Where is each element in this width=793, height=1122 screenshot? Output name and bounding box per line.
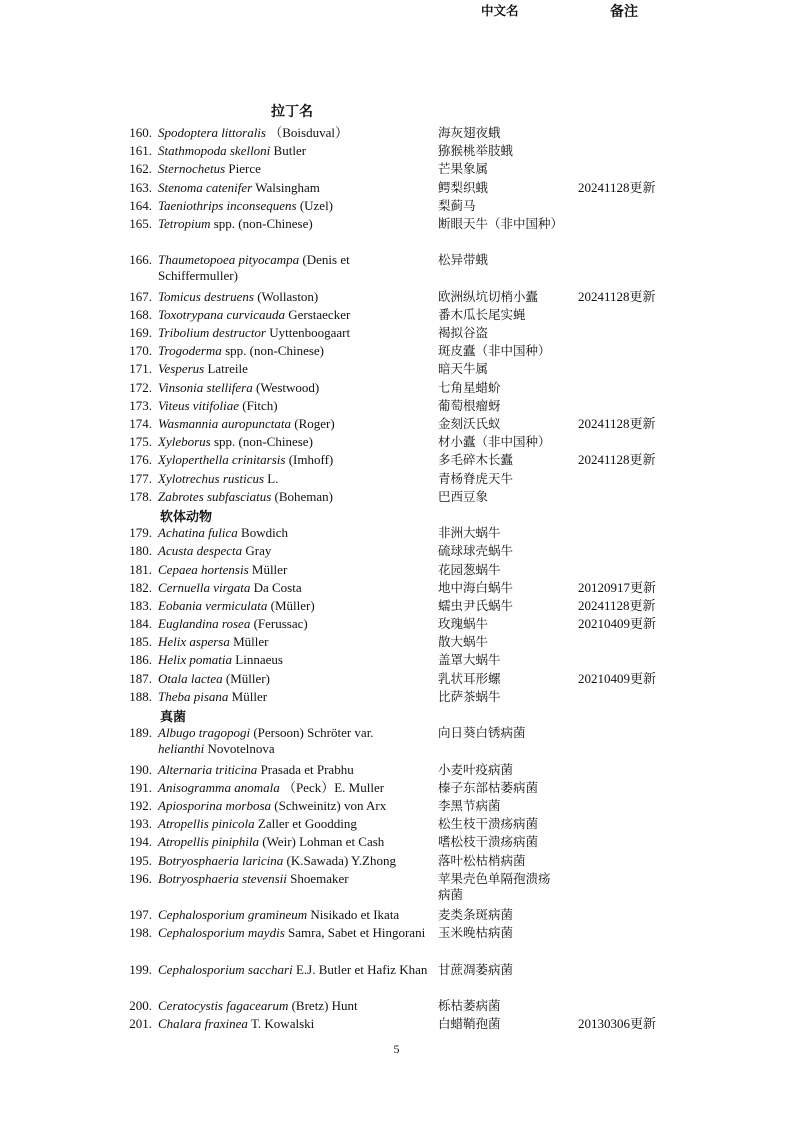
author: Gray: [245, 543, 272, 559]
latin-name: [158, 198, 428, 214]
chinese-name: 非洲大蜗牛: [438, 525, 501, 541]
table-row: [0, 761, 793, 779]
scientific-name: Acusta despecta: [158, 543, 243, 559]
row-number: 173.: [129, 397, 152, 413]
latin-name: [158, 471, 428, 487]
scientific-name: Stathmopoda skelloni: [158, 143, 271, 159]
scientific-name: Atropellis piniphila: [158, 834, 259, 850]
row-number: 195.: [129, 852, 152, 868]
scientific-name: Cephalosporium maydis: [158, 925, 285, 941]
latin-name: [158, 580, 428, 596]
chinese-name: 玉米晚枯病菌: [438, 925, 514, 941]
chinese-name: 小麦叶疫病菌: [438, 761, 514, 777]
species-list: [0, 124, 793, 1033]
table-row: [0, 251, 793, 287]
table-row: [0, 215, 793, 251]
table-row: [0, 360, 793, 378]
table-row: [0, 688, 793, 706]
row-number: 184.: [129, 616, 152, 632]
scientific-name: Wasmannia auropunctata: [158, 416, 292, 432]
page-number: 5: [393, 1042, 400, 1056]
table-row: [0, 833, 793, 851]
latin-name: [158, 525, 428, 541]
row-number: 192.: [129, 797, 152, 813]
chinese-name: 断眼天牛（非中国种）: [438, 215, 564, 231]
author: (Persoon) Schröter var.: [253, 725, 374, 741]
author: (Ferussac): [253, 616, 308, 632]
row-number: 198.: [129, 925, 152, 941]
author: E.J. Butler et Hafiz Khan: [295, 961, 428, 977]
row-number: 171.: [129, 361, 152, 377]
author: Müller: [251, 561, 288, 577]
scientific-name: Helix pomatia: [158, 652, 233, 668]
latin-name: [158, 161, 428, 177]
row-number: 185.: [129, 634, 152, 650]
row-number: 182.: [129, 579, 152, 595]
table-row: [0, 997, 793, 1015]
scientific-name: Otala lactea: [158, 670, 223, 686]
table-row: [0, 615, 793, 633]
chinese-name: 欧洲纵坑切梢小蠹: [438, 288, 539, 304]
section-heading: [0, 706, 793, 724]
author: spp. (non-Chinese): [213, 434, 313, 450]
author: Novotelnova: [207, 741, 275, 757]
row-number: 196.: [129, 870, 152, 886]
scientific-name: Cephalosporium gramineum: [158, 907, 308, 923]
row-number: 183.: [129, 597, 152, 613]
scientific-name: Spodoptera littoralis: [158, 125, 266, 140]
update-note: 20210409更新: [578, 670, 657, 686]
latin-name: [158, 125, 428, 141]
table-row: [0, 470, 793, 488]
chinese-name: 猕猴桃举肢蛾: [438, 143, 514, 159]
author: （Boisduval）: [269, 125, 348, 140]
author: Shoemaker: [290, 870, 349, 886]
row-number: 177.: [129, 470, 152, 486]
latin-name: [158, 216, 428, 232]
chinese-name: 苹果壳色单隔孢溃疡病菌: [438, 870, 551, 902]
chinese-name: 葡萄根瘤蚜: [438, 397, 501, 413]
latin-name: [158, 416, 428, 432]
row-number: 179.: [129, 525, 152, 541]
chinese-name: 花园葱蜗牛: [438, 561, 501, 577]
chinese-name: 硫球球壳蜗牛: [438, 543, 514, 559]
row-number: 178.: [129, 488, 152, 504]
row-number: 169.: [129, 325, 152, 341]
row-number: 181.: [129, 561, 152, 577]
scientific-name: Xyloperthella crinitarsis: [158, 452, 286, 468]
scientific-name: Euglandina rosea: [158, 616, 251, 632]
update-note: 20241128更新: [578, 597, 656, 613]
chinese-name: 七角星蜡蚧: [438, 379, 501, 395]
chinese-name: 金刻沃氏蚁: [438, 416, 501, 432]
chinese-name: 鳄梨织蛾: [438, 179, 489, 195]
row-number: 175.: [129, 434, 152, 450]
update-note: 20130306更新: [578, 1016, 657, 1032]
latin-name: [158, 289, 428, 305]
chinese-name: 松异带蛾: [438, 252, 489, 268]
update-note: 20120917更新: [578, 579, 657, 595]
author: (Boheman): [274, 488, 334, 504]
latin-name: [158, 634, 428, 650]
author: (Uzel): [299, 197, 334, 213]
scientific-name: Albugo tragopogi: [158, 725, 251, 741]
table-row: [0, 561, 793, 579]
author: L.: [267, 470, 279, 486]
scientific-name: Cephalosporium sacchari: [158, 961, 293, 977]
scientific-name: Toxotrypana curvicauda: [158, 306, 285, 322]
latin-name: [158, 907, 428, 923]
author: Samra, Sabet et Hingorani: [288, 925, 426, 941]
scientific-name: Anisogramma anomala: [158, 779, 280, 795]
table-row: [0, 906, 793, 924]
scientific-name: Helix aspersa: [158, 634, 230, 650]
latin-name: [158, 780, 428, 796]
author: (K.Sawada) Y.Zhong: [286, 852, 396, 868]
scientific-name: Sternochetus: [158, 161, 226, 177]
author: (Müller): [270, 597, 315, 613]
table-row: [0, 597, 793, 615]
table-row: [0, 415, 793, 433]
latin-name: [158, 398, 428, 414]
author: Uyttenboogaart: [269, 325, 351, 341]
author: (Weir) Lohman et Cash: [262, 834, 385, 850]
row-number: 201.: [129, 1016, 152, 1032]
author: Butler: [273, 143, 307, 159]
scientific-name: Ceratocystis fagacearum: [158, 998, 289, 1014]
table-row: [0, 724, 793, 760]
table-row: [0, 542, 793, 560]
scientific-name: Taeniothrips inconsequens: [158, 197, 297, 213]
table-row: [0, 670, 793, 688]
table-row: [0, 524, 793, 542]
chinese-name: 蠕虫尹氏蜗牛: [438, 597, 514, 613]
scientific-name: Theba pisana: [158, 688, 229, 704]
chinese-name: 芒果象属: [438, 161, 489, 177]
chinese-name: 松生枝干溃疡病菌: [438, 816, 539, 832]
scientific-name: Viteus vitifoliae: [158, 397, 239, 413]
scientific-name: Vinsonia stellifera: [158, 379, 253, 395]
author: Walsingham: [255, 179, 320, 195]
chinese-name: 榛子东部枯萎病菌: [438, 779, 539, 795]
latin-name: [158, 762, 428, 778]
chinese-name: 番木瓜长尾实蝇: [438, 306, 526, 322]
table-row: [0, 651, 793, 669]
row-number: 176.: [129, 452, 152, 468]
table-row: [0, 870, 793, 906]
chinese-name: 多毛碎木长蠹: [438, 452, 514, 468]
scientific-name: Alternaria triticina: [158, 761, 258, 777]
table-row: [0, 288, 793, 306]
row-number: 188.: [129, 688, 152, 704]
row-number: 189.: [129, 725, 152, 741]
latin-name: [158, 853, 428, 869]
author: T. Kowalski: [250, 1016, 315, 1032]
table-row: [0, 852, 793, 870]
row-number: 180.: [129, 543, 152, 559]
chinese-name: 巴西豆象: [438, 488, 489, 504]
author: (Bretz) Hunt: [291, 998, 358, 1014]
table-row: [0, 961, 793, 997]
latin-name: [158, 998, 428, 1014]
latin-name: [158, 543, 428, 559]
table-row: [0, 924, 793, 960]
latin-name: [158, 652, 428, 668]
section-title: 软体动物: [160, 509, 213, 525]
row-number: 172.: [129, 379, 152, 395]
latin-name: [158, 143, 428, 159]
update-note: 20241128更新: [578, 179, 656, 195]
row-number: 163.: [129, 179, 152, 195]
row-number: 187.: [129, 670, 152, 686]
author: Prasada et Prabhu: [260, 761, 354, 777]
update-note: 20210409更新: [578, 616, 657, 632]
table-row: [0, 379, 793, 397]
row-number: 167.: [129, 288, 152, 304]
author: Pierce: [228, 161, 261, 177]
row-number: 162.: [129, 161, 152, 177]
table-row: [0, 633, 793, 651]
row-number: 190.: [129, 761, 152, 777]
scientific-name: Atropellis pinicola: [158, 816, 255, 832]
latin-name: [158, 343, 428, 359]
table-row: [0, 433, 793, 451]
latin-name: [158, 962, 428, 978]
author: (Westwood): [255, 379, 320, 395]
table-row: [0, 797, 793, 815]
latin-name: [158, 671, 428, 687]
author: Nisikado et Ikata: [310, 907, 400, 923]
row-number: 170.: [129, 343, 152, 359]
row-number: 160.: [129, 125, 152, 140]
table-row: [0, 160, 793, 178]
author: Zaller et Goodding: [257, 816, 357, 832]
latin-name: [158, 325, 428, 341]
scientific-name: Cernuella virgata: [158, 579, 251, 595]
author: （Peck）E. Muller: [282, 779, 385, 795]
author: Bowdich: [241, 525, 288, 541]
section-heading: [0, 506, 793, 524]
latin-name: [158, 689, 428, 705]
row-number: 200.: [129, 998, 152, 1014]
table-row: [0, 324, 793, 342]
table-row: [0, 142, 793, 160]
latin-name: [158, 871, 428, 887]
chinese-name: 青杨脊虎天牛: [438, 470, 514, 486]
scientific-name: Thaumetopoea pityocampa: [158, 252, 300, 268]
row-number: 164.: [129, 197, 152, 213]
table-row: [0, 124, 793, 142]
section-title: 真菌: [160, 710, 187, 726]
chinese-name: 麦类条斑病菌: [438, 907, 514, 923]
header-latin-name: 拉丁名: [271, 104, 313, 120]
header-note: 备注: [610, 4, 638, 20]
chinese-name: 白蜡鞘孢菌: [438, 1016, 501, 1032]
scientific-name: Eobania vermiculata: [158, 597, 268, 613]
row-number: 191.: [129, 779, 152, 795]
latin-name: [158, 252, 428, 284]
row-number: 186.: [129, 652, 152, 668]
scientific-name: Botryosphaeria laricina: [158, 852, 284, 868]
table-row: [0, 779, 793, 797]
author: spp. (non-Chinese): [225, 343, 324, 359]
scientific-name: Tetropium: [158, 215, 211, 231]
scientific-name: Botryosphaeria stevensii: [158, 870, 287, 886]
chinese-name: 嗜松枝干溃疡病菌: [438, 834, 539, 850]
scientific-name-variety: helianthi: [158, 741, 205, 757]
row-number: 197.: [129, 907, 152, 923]
scientific-name: Cepaea hortensis: [158, 561, 249, 577]
chinese-name: 甘蔗凋萎病菌: [438, 961, 514, 977]
table-row: [0, 815, 793, 833]
latin-name: [158, 925, 428, 941]
chinese-name: 梨蓟马: [438, 197, 476, 213]
latin-name: [158, 798, 428, 814]
table-row: [0, 488, 793, 506]
author: Linnaeus: [235, 652, 283, 668]
table-row: [0, 451, 793, 469]
latin-name: [158, 180, 428, 196]
latin-name: [158, 361, 428, 377]
author: Müller: [233, 634, 269, 650]
row-number: 168.: [129, 306, 152, 322]
latin-name: [158, 598, 428, 614]
chinese-name: 暗天牛属: [438, 361, 489, 377]
latin-name: [158, 562, 428, 578]
chinese-name: 玫瑰蜗牛: [438, 616, 489, 632]
row-number: 194.: [129, 834, 152, 850]
author: (Fitch): [242, 397, 278, 413]
row-number: 165.: [129, 215, 152, 231]
scientific-name: Zabrotes subfasciatus: [158, 488, 272, 504]
row-number: 174.: [129, 416, 152, 432]
latin-name: [158, 816, 428, 832]
latin-name: [158, 307, 428, 323]
scientific-name: Vesperus: [158, 361, 205, 377]
chinese-name: 散大蜗牛: [438, 634, 489, 650]
chinese-name: 乳状耳形螺: [438, 670, 501, 686]
update-note: 20241128更新: [578, 452, 656, 468]
chinese-name: 李黑节病菌: [438, 797, 501, 813]
header-chinese-name: 中文名: [481, 3, 519, 18]
chinese-name: 褐拟谷盗: [438, 325, 489, 341]
scientific-name: Xylotrechus rusticus: [158, 470, 265, 486]
scientific-name: Chalara fraxinea: [158, 1016, 248, 1032]
scientific-name: Stenoma catenifer: [158, 179, 253, 195]
scientific-name: Apiosporina morbosa: [158, 797, 272, 813]
author: (Müller): [225, 670, 270, 686]
latin-name: [158, 1016, 428, 1032]
chinese-name: 海灰翅夜蛾: [438, 125, 501, 140]
chinese-name: 材小蠹（非中国种）: [438, 434, 551, 450]
author: Latreile: [207, 361, 248, 377]
chinese-name: 向日葵白锈病菌: [438, 725, 526, 741]
row-number: 161.: [129, 143, 152, 159]
author: (Schweinitz) von Arx: [274, 797, 387, 813]
scientific-name: Achatina fulica: [158, 525, 238, 541]
latin-name: [158, 834, 428, 850]
author: Müller: [231, 688, 268, 704]
scientific-name: Xyleborus: [158, 434, 211, 450]
chinese-name: 斑皮蠹（非中国种）: [438, 343, 551, 359]
table-row: [0, 306, 793, 324]
author: spp. (non-Chinese): [213, 215, 313, 231]
author: Da Costa: [253, 579, 302, 595]
table-row: [0, 1015, 793, 1033]
update-note: 20241128更新: [578, 416, 656, 432]
table-row: [0, 342, 793, 360]
scientific-name: Trogoderma: [158, 343, 222, 359]
author: Gerstaecker: [288, 306, 351, 322]
latin-name: [158, 434, 428, 450]
table-row: [0, 197, 793, 215]
author: (Roger): [294, 416, 335, 432]
chinese-name: 比萨茶蜗牛: [438, 688, 501, 704]
chinese-name: 盖罩大蜗牛: [438, 652, 501, 668]
row-number: 166.: [129, 252, 152, 268]
table-row: [0, 579, 793, 597]
chinese-name: 栎枯萎病菌: [438, 998, 501, 1014]
update-note: 20241128更新: [578, 288, 656, 304]
scientific-name: Tribolium destructor: [158, 325, 266, 341]
latin-name: [158, 489, 428, 505]
table-row: [0, 179, 793, 197]
chinese-name: 地中海白蜗牛: [438, 579, 514, 595]
latin-name: [158, 616, 428, 632]
table-row: [0, 397, 793, 415]
row-number: 199.: [129, 961, 152, 977]
author: (Denis et Schiffermuller): [158, 252, 350, 284]
scientific-name: Tomicus destruens: [158, 288, 254, 304]
latin-name: [158, 380, 428, 396]
latin-name: [158, 725, 428, 757]
latin-name: [158, 452, 428, 468]
author: (Wollaston): [257, 288, 319, 304]
chinese-name: 落叶松枯梢病菌: [438, 852, 526, 868]
author: (Imhoff): [288, 452, 334, 468]
row-number: 193.: [129, 816, 152, 832]
